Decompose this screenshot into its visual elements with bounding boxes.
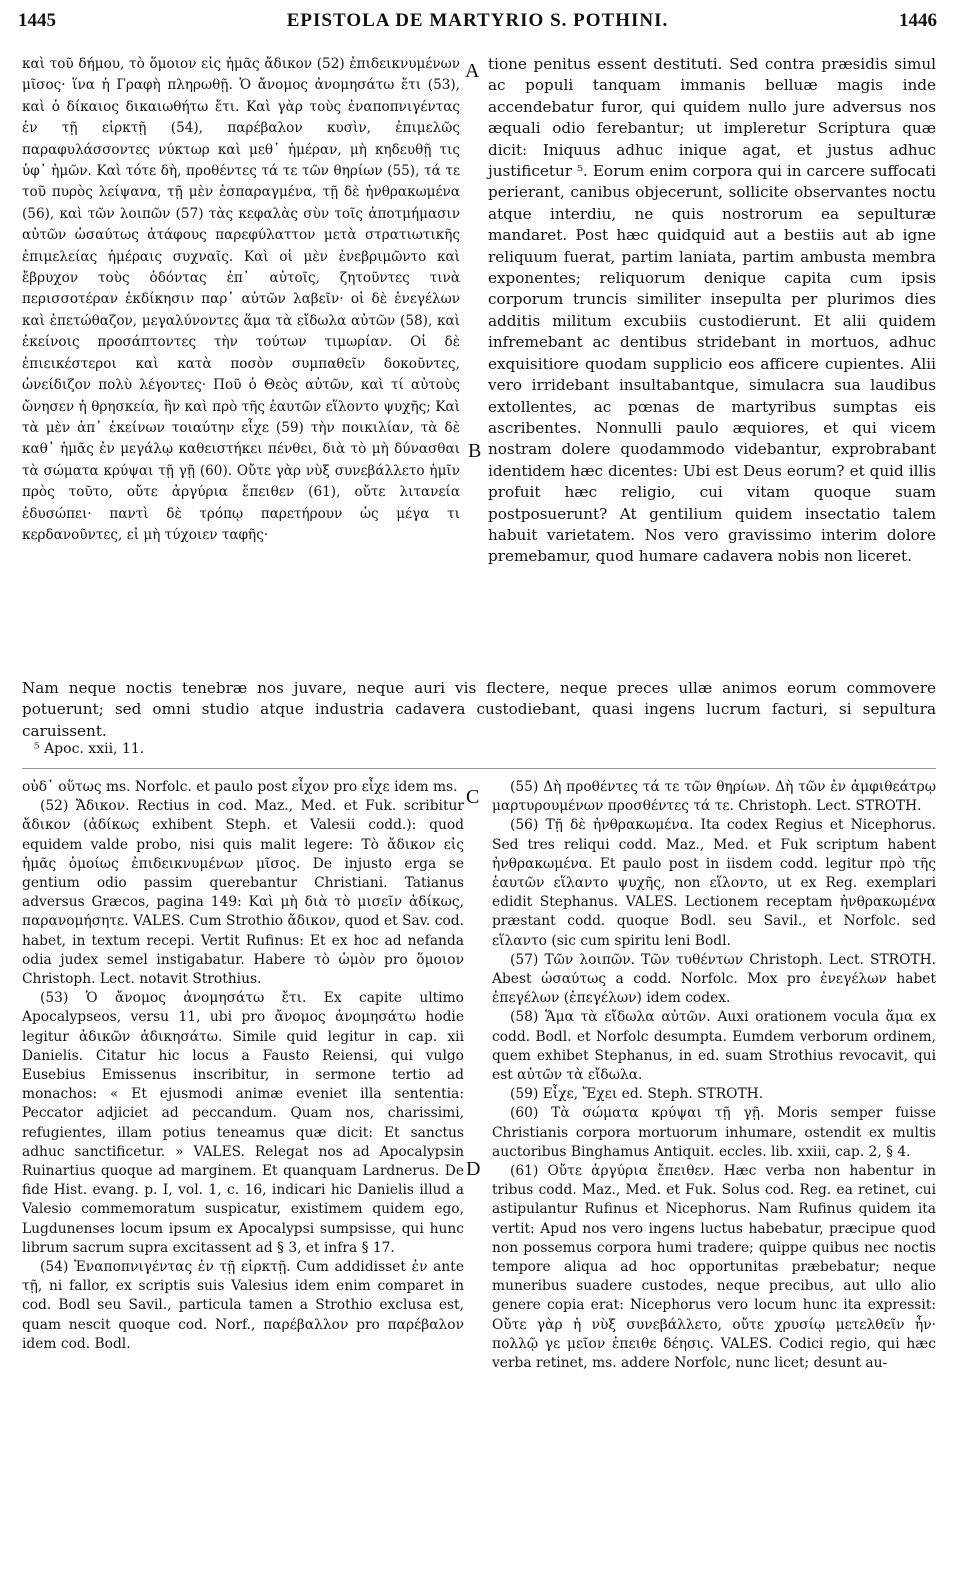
latin-continuation: [22, 678, 936, 742]
latin-span-text: Nam neque noctis tenebræ nos juvare, neque auri vis flectere, neque preces ullæ animos eorum commovere potuerunt; sed omni studio atque industria cadavera custodiebant, quasi ingens lucrum facturi, si sepultura caruissent.: [22, 679, 936, 740]
running-title: EPISTOLA DE MARTYRIO S. POTHINI.: [286, 10, 669, 31]
margin-marker-c: C: [466, 786, 480, 808]
note-entry: (60) Τὰ σώματα κρύψαι τῇ γῇ. Moris semper fuisse Christianis corpora mortuorum inhumare, ostendit ex multis auctoribus Binghamus Antiquit. eccles. lib. xxiii, cap. 2, § 4.: [492, 1105, 936, 1160]
footnote: ⁵ Apoc. xxii, 11.: [34, 741, 145, 757]
note-entry: (55) Δὴ προθέντες τά τε τῶν θηρίων. Δὴ τῶν ἐν ἀμφιθεάτρῳ μαρτυρουμένων προσθέντες τά τε. Christoph. Lect. STROTH.: [492, 779, 936, 815]
latin-text-column: [488, 54, 936, 568]
note-entry: (57) Τῶν λοιπῶν. Τῶν τυθέντων Christoph. Lect. STROTH. Abest ὡσαύτως a codd. Norfolc. Mox pro ἐνεγέλων habet ἐπεγέλων (ἐπεγέλων) idem codex.: [492, 951, 936, 1007]
notes-column-right: [492, 778, 936, 1373]
margin-marker-a: A: [465, 60, 480, 82]
note-entry: (52) Ἄδικον. Rectius in cod. Maz., Med. et Fuk. scribitur ἄδικον (ἀδίκως exhibent Steph. et Valesii codd.): quod equidem valde probo, nisi quis malit legere: Τὸ ἄδικον εἰς ἡμᾶς ὁμοίως ἐπιδεικνυμένων μῖσος. De injusto erga se gentium odio passim querebantur Christiani. Tatianus adversus Græcos, pagina 149: Καὶ μὴ διὰ τὸ μισεῖν ἀδίκως, παρανομήσητε. VALES. Cum Strothio ἄδικον, quod et Sav. cod. habet, in textum recepi. Vertit Rufinus: Et ex hoc ad nefanda odia judex semel instigabatur. Habere τὸ ὠμὸν pro ὅμοιον Christoph. Lect. notavit Strothius.: [22, 798, 464, 988]
note-entry: (53) Ὁ ἄνομος ἀνομησάτω ἔτι. Ex capite ultimo Apocalypseos, versu 11, ubi pro ἄνομος ἀνομησάτω hodie legitur ἀδικῶν ἀδικησάτω. Simile quid legitur in cap. xii Danielis. Citatur hic locus a Fausto Reiensi, qui vulgo Eusebius Emissenus inscribitur, in sermone tertio ad monachos: « Et ejusmodi animæ eveniet illa sententia: Peccator adjiciet ad peccandum. Quam nos, charissimi, refugientes, illam potius teneamus quæ dicit: Et sanctus adhuc sanctificetur. » VALES. Relegat nos ad Apocalypsin Ruinartius quoque ad marginem. Et quanquam Lardnerus. De fide Hist. evang. p. I, vol. 1, c. 16, indicari hic Danielis illud a Valesio commemoratum suspicatur, existimem quidem ego, Lugdunenses locum ipsum ex Apocalypsi sumpsisse, qui hunc librum sacrum supra excitassent ad § 3, et infra § 17.: [22, 990, 464, 1256]
note-entry: (56) Τῇ δὲ ἠνθρακωμένα. Ita codex Regius et Nicephorus. Sed tres reliqui codd. Maz., Med. et Fuk scriptum habent ἠνθρακωμένα. Et paulo post in iisdem codd. legitur πρὸ τῆς ἑαυτῶν εἵλαντο ψυχῆς, non εἵλοντο, ut ex Reg. exemplari edidit Stephanus. VALES. Lectionem receptam ἠνθρακωμένα præstant codd. quoque Bodl. seu Savil., et Norfolc. sed εἵλαντο (sic cum spiritu leni Bodl.: [492, 817, 936, 949]
page-number-left: 1445: [18, 10, 56, 31]
notes-column-left: [22, 778, 464, 1354]
greek-text-column: [22, 54, 460, 546]
note-entry: (58) Ἅμα τὰ εἴδωλα αὐτῶν. Auxi orationem vocula ἅμα ex codd. Bodl. et Norfolc desumpta. Eumdem verborum ordinem, quem exhibet Stephanus, in ed. suam Strothius revocavit, qui est αὐτῶν τὰ εἴδωλα.: [492, 1009, 936, 1084]
note-entry: (61) Οὔτε ἀργύρια ἔπειθεν. Hæc verba non habentur in tribus codd. Maz., Med. et Fuk. Solus cod. Reg. ea retinet, cui astipulantur Rufinus et Nicephorus. Nam Rufinus quidem ita vertit: Apud nos vero ingens luctus habebatur, præcipue quod non possemus corpora humi tradere; quippe quibus nec noctis tempore aliqua ad hoc opportunitas præbebatur; neque muneribus suadere custodes, neque precibus, aut ullo alio genere copia erat: Nicephorus vero locum hunc ita expressit: Οὔτε γὰρ ἡ νὺξ συνεβάλλετο, οὔτε χρυσίῳ μετελθεῖν ἦν· πολλῷ γε μεῖον ἐπειθε δέησις. VALES. Codici regio, qui hæc verba retinet, ms. addere Norfolc, nunc licet; desunt au-: [492, 1163, 936, 1372]
note-entry: (59) Εἶχε, Ἔχει ed. Steph. STROTH.: [510, 1086, 764, 1103]
latin-text: tione penitus essent destituti. Sed contra præsidis simul ac populi tanquam immanis belluæ magis inde accendebatur furor, qui quidem nullo jure adversus nos æquali odio ferebantur; ut impleretur Scriptura quæ dicit: Iniquus adhuc inique agat, et justus adhuc justificetur ⁵. Eorum enim corpora qui in carcere suffocati perierant, canibus objecerunt, sollicite observantes noctu atque interdiu, ne quis nostrorum ea sepulturæ mandaret. Post hæc quidquid aut a bestiis aut ab igne reliquum fuerat, partim laniata, partim ambusta membra exponentes; reliquorum denique capita cum ipsis corporum truncis similiter insepulta per plurimos dies additis militum excubiis custodierunt. Et alii quidem infremebant ac dentibus stridebant in mortuos, adhuc exquisitiore quodam supplicio eos afficere cupientes. Alii vero irridebant insultabantque, simulacra sua laudibus extollentes, ac pœnas de martyribus sumptas eis ascribentes. Nonnulli paulo æquiores, et qui vicem nostram dolere quodammodo videbantur, exprobrabant identidem hæc dicentes: Ubi est Deus eorum? et quid illis profuit hæc religio, cui vitam quoque suam postposuerunt? At gentilium quidem insectatio talem habuit varietatem. Nos vero gravissimo interim dolore premebamur, quod humare cadavera nobis non liceret.: [488, 55, 936, 566]
notes-divider: [22, 768, 936, 769]
page-header: [18, 6, 937, 36]
greek-text: καὶ τοῦ δήμου, τὸ ὅμοιον εἰς ἡμᾶς ἄδικον (52) ἐπιδεικνυμένων μῖσος· ἵνα ἡ Γραφὴ πληρωθῇ. Ὁ ἄνομος ἀνομησάτω ἔτι (53), καὶ ὁ δίκαιος δικαιωθήτω ἔτι. Καὶ γὰρ τοὺς ἐναποπνιγέντας ἐν τῇ εἱρκτῇ (54), παρέβαλον κυσὶν, ἐπιμελῶς παραφυλάσσοντες νύκτωρ καὶ μεθ᾽ ἡμέραν, μὴ κηδευθῇ τις ὑφ᾽ ἡμῶν. Καὶ τότε δὴ, προθέντες τά τε τῶν θηρίων (55), τά τε τοῦ πυρὸς λείψανα, τῇ μὲν ἐσπαραγμένα, τῇ δὲ ἠνθρακωμένα (56), καὶ τῶν λοιπῶν (57) τὰς κεφαλὰς σὺν τοῖς ἀποτμήμασιν αὐτῶν ὡσαύτως ἀτάφους παρεφύλαττον μετὰ στρατιωτικῆς ἐπιμελείας ἡμέραις συχναῖς. Καὶ οἱ μὲν ἐνεβριμῶντο καὶ ἔβρυχον τοὺς ὀδόντας ἐπ᾽ αὐτοῖς, ζητοῦντες τινὰ περισσοτέραν ἐκδίκησιν παρ᾽ αὐτῶν λαβεῖν· οἱ δὲ ἐνεγέλων καὶ ἐπετώθαζον, μεγαλύνοντες ἅμα τὰ εἴδωλα αὐτῶν (58), καὶ ἐκείνοις προσάπτοντες τὴν τούτων τιμωρίαν. Οἱ δὲ ἐπιεικέστεροι καὶ κατὰ ποσὸν συμπαθεῖν δοκοῦντες, ὠνείδιζον πολὺ λέγοντες· Ποῦ ὁ Θεὸς αὐτῶν, καὶ τί αὐτοὺς ὤνησεν ἡ θρησκεία, ἣν καὶ πρὸ τῆς ἑαυτῶν εἵλοντο ψυχῆς; Καὶ τὰ μὲν ἀπ᾽ ἐκείνων τοιαύτην εἶχε (59) τὴν ποικιλίαν, τὰ δὲ καθ᾽ ἡμᾶς ἐν μεγάλῳ καθειστήκει πένθει, διὰ τὸ μὴ δύνασθαι τὰ σώματα κρύψαι τῇ γῇ (60). Οὔτε γὰρ νὺξ συνεβάλλετο ἡμῖν πρὸς τοῦτο, οὔτε ἀργύρια ἔπειθεν (61), οὔτε λιτανεία ἐδυσώπει· παντὶ δὲ τρόπῳ παρετήρουν ὡς μέγα τι κερδανοῦντες, εἰ μὴ τύχοιεν ταφῆς·: [22, 56, 460, 543]
note-entry: (54) Ἐναποπνιγέντας ἐν τῇ εἱρκτῇ. Cum addidisset ἐν ante τῇ, ni fallor, ex scriptis suis Valesius idem enim comparet in cod. Bodl seu Savil., particula tamen a Strothio exclusa est, quam nescit quoque cod. Norf., παρέβαλλον pro παρέβαλον idem cod. Bodl.: [22, 1259, 464, 1352]
margin-marker-b: B: [468, 440, 482, 462]
note-entry: οὐδ᾽ οὕτως ms. Norfolc. et paulo post εἶχον pro εἶχε idem ms.: [22, 779, 458, 795]
margin-marker-d: D: [466, 1158, 481, 1180]
page-number-right: 1446: [899, 10, 937, 31]
